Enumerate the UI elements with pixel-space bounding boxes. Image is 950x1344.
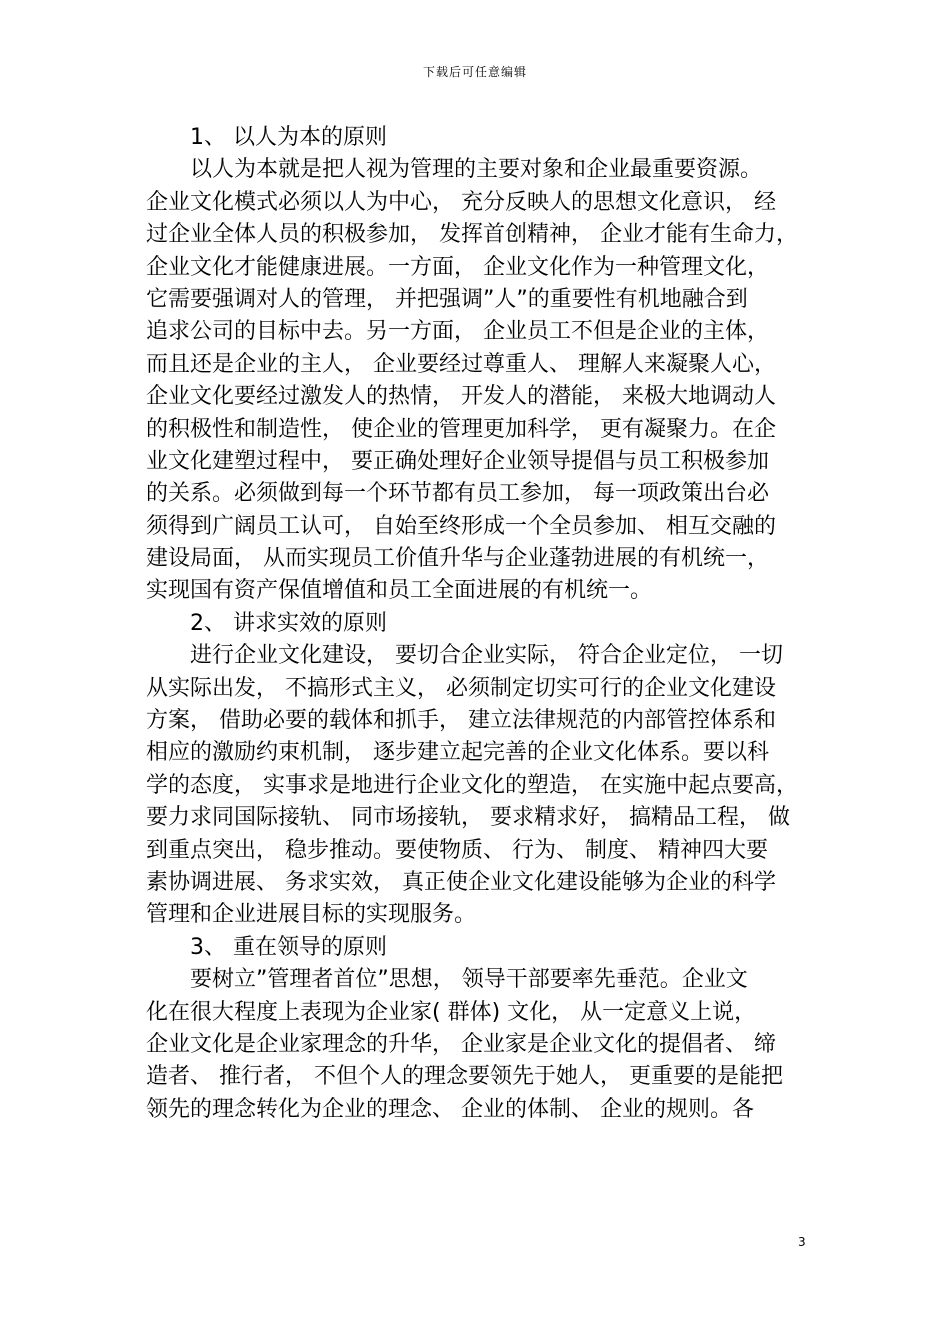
paragraph-line: 领先的理念转化为企业的理念、 企业的体制、 企业的规则。各 [146,1096,754,1122]
paragraph-line: 业文化建塑过程中， 要正确处理好企业领导提倡与员工积极参加 [146,448,769,474]
paragraph-line: 管理和企业进展目标的实现服务。 [146,902,477,928]
page-header: 下载后可任意编辑 [422,65,527,79]
section-1 [146,122,806,608]
section-3 [146,932,806,1126]
paragraph-line: 过企业全体人员的积极参加， 发挥首创精神， 企业才能有生命力， [146,222,798,248]
paragraph-line: 须得到广阔员工认可， 自始至终形成一个全员参加、 相互交融的 [146,513,776,539]
paragraph-line: 企业文化要经过激发人的热情， 开发人的潜能， 来极大地调动人 [146,384,776,410]
paragraph-line: 学的态度， 实事求是地进行企业文化的塑造， 在实施中起点要高， [146,772,798,798]
paragraph-line: 追求公司的目标中去。另一方面， 企业员工不但是企业的主体， [146,319,769,345]
paragraph-line: 它需要强调对人的管理， 并把强调”人”的重要性有机地融合到 [146,286,748,312]
paragraph-line: 企业文化才能健康进展。一方面， 企业文化作为一种管理文化， [146,254,769,280]
paragraph-line: 化在很大程度上表现为企业家( 群体) 文化， 从一定意义上说， [146,999,757,1025]
paragraph-line: 要力求同国际接轨、 同市场接轨， 要求精求好， 搞精品工程， 做 [146,805,790,831]
paragraph-line: 方案， 借助必要的载体和抓手， 建立法律规范的内部管控体系和 [146,708,776,734]
paragraph-line: 实现国有资产保值增值和员工全面进展的有机统一。 [146,578,653,604]
paragraph-line: 企业文化模式必须以人为中心， 充分反映人的思想文化意识， 经 [146,189,776,215]
paragraph-line: 的关系。必须做到每一个环节都有员工参加， 每一项政策出台必 [146,481,769,507]
section-2 [146,608,806,932]
section-heading: 3、 重在领导的原则 [190,934,387,960]
section-heading: 1、 以人为本的原则 [190,125,387,150]
document-body [146,122,806,1126]
paragraph-line: 造者、 推行者， 不但个人的理念要领先于她人， 更重要的是能把 [146,1064,783,1090]
paragraph-line: 相应的激励约束机制， 逐步建立起完善的企业文化体系。要以科 [146,740,769,766]
section-heading: 2、 讲求实效的原则 [190,610,387,636]
paragraph-line: 从实际出发， 不搞形式主义， 必须制定切实可行的企业文化建设 [146,675,776,701]
paragraph-line: 素协调进展、 务求实效， 真正使企业文化建设能够为企业的科学 [146,869,776,895]
paragraph-line: 进行企业文化建设， 要切合企业实际， 符合企业定位， 一切 [190,643,783,669]
paragraph-line: 企业文化是企业家理念的升华， 企业家是企业文化的提倡者、 缔 [146,1031,776,1057]
paragraph-line: 到重点突出， 稳步推动。要使物质、 行为、 制度、 精神四大要 [146,837,768,863]
paragraph-line: 以人为本就是把人视为管理的主要对象和企业最重要资源。 [190,157,763,183]
page-number: 3 [798,1235,806,1249]
paragraph-line: 的积极性和制造性， 使企业的管理更加科学， 更有凝聚力。在企 [146,416,776,442]
paragraph-line: 要树立”管理者首位”思想， 领导干部要率先垂范。企业文 [190,967,748,993]
paragraph-line: 而且还是企业的主人， 企业要经过尊重人、 理解人来凝聚人心， [146,351,776,377]
paragraph-line: 建设局面， 从而实现员工价值升华与企业蓬勃进展的有机统一， [146,546,769,572]
